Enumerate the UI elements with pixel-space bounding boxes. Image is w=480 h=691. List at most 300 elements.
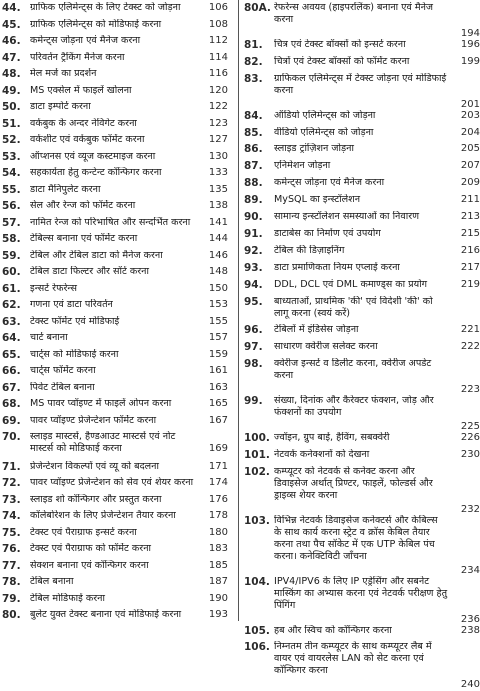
toc-entry (0, 85, 232, 97)
toc-entry (0, 382, 232, 394)
toc-entry (0, 35, 232, 47)
toc-entry (0, 68, 232, 80)
entry-number: 98. (244, 358, 263, 371)
entry-page-number: 193 (208, 609, 228, 620)
toc-left-column (0, 0, 232, 621)
entry-title-line: मास्किंग का अभ्यास करना एवं नेटवर्क परीक्षण हेतु (274, 587, 448, 599)
entry-title-line: डाटाबेस का निर्माण एवं उपयोग (274, 227, 381, 239)
entry-title: प्रेजेन्टेशन विकल्पों एवं व्यू को बदलना (30, 460, 159, 472)
toc-entry (0, 233, 232, 245)
entry-title: चार्ट्स को मोडिफाई करना (30, 348, 119, 360)
entry-title-line: करना (274, 84, 294, 96)
toc-entry (244, 39, 480, 51)
entry-title: MS पावर प्वॉइण्ट में फाइलें ओपन करना (30, 398, 172, 409)
entry-number: 78. (2, 576, 21, 588)
entry-title (274, 432, 458, 444)
entry-title-line: निम्नतम तीन कम्प्यूटर के साथ कम्प्यूटर लैब में (274, 641, 432, 653)
entry-page-number: 165 (208, 398, 228, 409)
entry-title (274, 39, 458, 51)
entry-number: 96. (244, 324, 263, 337)
entry-number: 57. (2, 216, 21, 229)
entry-number: 103. (244, 514, 270, 527)
entry-number: 76. (2, 543, 21, 555)
entry-number: 99. (244, 395, 263, 408)
entry-title-line: सामान्य इन्स्टॉलेशन समस्याओं का निवारण (274, 211, 420, 222)
entry-number: 106. (244, 641, 270, 654)
entry-number: 58. (2, 233, 21, 245)
entry-number: 66. (2, 365, 21, 377)
entry-title-line: कॉन्फिगर करना (274, 665, 328, 677)
entry-title (274, 262, 458, 274)
toc-entry (244, 56, 480, 68)
toc-entry (0, 101, 232, 113)
entry-title-line: टेबिल की डिज़ाइनिंग (274, 244, 345, 256)
entry-page-number: 180 (208, 526, 228, 538)
entry-number: 87. (244, 160, 263, 173)
entry-title-line: रेफरेन्स अवयव (हाइपरलिंक) बनाना एवं मैनेज (274, 2, 434, 13)
entry-title-line: नेटवर्क कनेक्शनों को देखना (274, 448, 370, 460)
entry-title-line: क्वेरीज इन्सर्ट व डिलीट करना, क्वेरीज अपडेट (274, 358, 432, 370)
entry-title (274, 576, 458, 612)
entry-page-number: 225 (460, 421, 480, 433)
toc-entry (0, 609, 232, 621)
entry-number: 72. (2, 477, 21, 489)
entry-page-number: 157 (208, 332, 228, 343)
entry-title (274, 194, 458, 206)
toc-entry (244, 245, 480, 257)
entry-number: 105. (244, 624, 270, 637)
entry-number: 74. (2, 510, 21, 522)
entry-page-number: 185 (208, 559, 228, 571)
toc-entry (0, 134, 232, 146)
entry-page-number: 199 (460, 55, 480, 67)
entry-number: 75. (2, 526, 21, 539)
entry-title-line: बाध्यताओं, प्राथमिक 'की' एवं विदेशी 'की' को (274, 295, 433, 307)
entry-page-number: 161 (208, 365, 228, 376)
entry-number: 45. (2, 18, 21, 31)
entry-page-number: 138 (208, 200, 228, 211)
entry-number: 90. (244, 211, 263, 223)
entry-number: 56. (2, 200, 21, 212)
entry-number: 49. (2, 84, 21, 97)
toc-entry (244, 127, 480, 139)
entry-title (274, 245, 458, 257)
entry-title-line: करना तथा पैच सॉकेट में एक UTP केबिल पंच (274, 538, 435, 550)
entry-number: 101. (244, 448, 270, 461)
entry-title: ऑप्शनस एवं व्यूज कस्टमाइज करना (30, 150, 156, 162)
entry-title: टेबिल और टेबिल डाटा को मैनेज करना (30, 249, 163, 261)
entry-number: 77. (2, 559, 21, 572)
entry-page-number: 123 (208, 117, 228, 129)
toc-entry (0, 510, 232, 522)
entry-page-number: 169 (208, 443, 228, 454)
toc-entry (244, 465, 480, 515)
entry-title-line: डाटा प्रमाणिकता नियम एप्लाई करना (274, 261, 400, 273)
entry-page-number: 153 (208, 299, 228, 310)
toc-entry (244, 575, 480, 625)
entry-title (274, 449, 458, 461)
entry-page-number: 174 (208, 477, 228, 488)
entry-page-number: 230 (460, 448, 480, 460)
entry-title-line: फंक्शनों का उपयोग (274, 407, 342, 419)
entry-number: 100. (244, 432, 270, 444)
entry-page-number: 155 (208, 315, 228, 327)
entry-title-line: एनिमेशन जोड़ना (274, 160, 331, 172)
entry-title (274, 228, 458, 240)
entry-page-number: 116 (208, 68, 228, 79)
entry-title (274, 625, 458, 637)
toc-entry (244, 262, 480, 274)
entry-page-number: 133 (208, 167, 228, 178)
entry-title-line: ग्राफिकल एलिमेन्ट्स में टेक्स्ट जोड़ना एवं मोडिफाई (274, 72, 447, 84)
entry-page-number: 201 (460, 98, 480, 110)
entry-page-number: 171 (208, 460, 228, 472)
toc-entry (0, 560, 232, 572)
toc-entry (0, 365, 232, 377)
toc-entry (244, 228, 480, 240)
entry-title: डाटा इम्पोर्ट करना (30, 101, 91, 112)
entry-number: 50. (2, 101, 21, 113)
entry-title-line: कम्प्यूटर को नेटवर्क से कनेक्ट करना और (274, 465, 415, 477)
entry-number: 63. (2, 315, 21, 328)
entry-page-number: 221 (460, 324, 480, 336)
entry-number: 48. (2, 68, 21, 80)
entry-title: डाटा मैनिपुलेट करना (30, 183, 101, 195)
entry-title (30, 431, 202, 455)
toc-entry (244, 395, 480, 433)
entry-number: 53. (2, 150, 21, 163)
entry-title (274, 127, 458, 139)
toc-entry (244, 211, 480, 223)
entry-title (274, 341, 458, 353)
entry-title-line: ज्वॉइन, ग्रुप बाई, हैविंग, सबक्वेरी (274, 432, 390, 443)
entry-number: 84. (244, 109, 263, 122)
entry-page-number: 183 (208, 543, 228, 554)
entry-title: वर्कशीट एवं वर्कबुक फॉर्मेट करना (30, 134, 145, 145)
toc-right-column (244, 0, 480, 691)
entry-number: 104. (244, 575, 270, 588)
entry-number: 68. (2, 398, 21, 410)
toc-entry (244, 194, 480, 206)
toc-entry (0, 167, 232, 179)
toc-entry (0, 151, 232, 163)
entry-number: 71. (2, 460, 21, 473)
toc-entry (244, 296, 480, 320)
entry-page-number: 207 (460, 160, 480, 172)
entry-page-number: 178 (208, 510, 228, 521)
entry-title: कॉलेबोरेशन के लिए प्रेजेन्टेशन तैयार करना (30, 510, 176, 521)
entry-number: 91. (244, 227, 263, 240)
toc-entry (0, 316, 232, 328)
entry-number: 89. (244, 194, 263, 207)
entry-title (274, 358, 458, 382)
toc-entry (244, 177, 480, 189)
entry-page-number: 236 (460, 613, 480, 625)
toc-entry (0, 527, 232, 539)
entry-page-number: 176 (208, 493, 228, 505)
entry-title-line: विभिन्न नेटवर्क डिवाइसेज कनेक्टर्स और केबिल्स (274, 514, 438, 526)
entry-number: 47. (2, 51, 21, 64)
entry-number: 93. (244, 261, 263, 274)
entry-title (274, 160, 458, 172)
entry-number: 102. (244, 465, 270, 478)
entry-number: 64. (2, 332, 21, 344)
entry-title: चार्ट बनाना (30, 332, 68, 343)
toc-entry (0, 543, 232, 555)
toc-entry (244, 432, 480, 444)
entry-number: 88. (244, 177, 263, 190)
entry-page-number: 203 (460, 109, 480, 121)
toc-entry (0, 266, 232, 278)
entry-title-line: हब और स्विच को कॉन्फिगर करना (274, 624, 392, 636)
entry-title-line: करना (274, 370, 294, 382)
entry-title-line: साधारण क्वेरीज सलेक्ट करना (274, 341, 378, 353)
entry-title-line: वायर एवं वायरलेस LAN को सेट करना एवं (274, 653, 424, 665)
entry-title (274, 110, 458, 122)
entry-page-number: 159 (208, 348, 228, 360)
entry-title-line: IPV4/IPV6 के लिए IP एड्रेसिंग और सबनेट (274, 575, 430, 587)
entry-title: स्लाइड शो कॉन्फिगर और प्रस्तुत करना (30, 493, 162, 505)
toc-entry (0, 431, 232, 455)
entry-page-number: 196 (460, 38, 480, 50)
entry-title-line: टेबिलों में इंडिसेस जोड़ना (274, 324, 359, 336)
entry-title (274, 324, 458, 336)
toc-entry (244, 143, 480, 155)
entry-page-number: 219 (460, 278, 480, 290)
entry-title: टेक्स्ट एवं पैराग्राफ इन्सर्ट करना (30, 526, 137, 538)
toc-entry (0, 217, 232, 229)
entry-number: 86. (244, 143, 263, 156)
toc-entry (244, 358, 480, 396)
entry-title: गणना एवं डाटा परिवर्तन (30, 299, 113, 310)
entry-title: ग्राफिक एलिमेन्ट्स के लिए टेक्स्ट को जोड़ना (30, 2, 181, 13)
entry-title-line: करना (274, 14, 294, 25)
entry-page-number: 190 (208, 592, 228, 604)
entry-page-number: 194 (460, 28, 480, 39)
entry-title-line: चित्र एवं टेक्स्ट बॉक्सों को इन्सर्ट करना (274, 38, 406, 50)
entry-number: 95. (244, 295, 263, 308)
toc-entry (0, 250, 232, 262)
entry-page-number: 204 (460, 126, 480, 138)
entry-number: 55. (2, 183, 21, 196)
entry-title (274, 177, 458, 189)
entry-number: 83. (244, 72, 263, 85)
toc-entry (244, 449, 480, 461)
entry-title (274, 641, 458, 677)
entry-page-number: 211 (460, 194, 480, 206)
entry-page-number: 217 (460, 261, 480, 273)
entry-title (274, 143, 458, 155)
entry-page-number: 150 (208, 282, 228, 294)
entry-page-number: 232 (460, 503, 480, 515)
entry-page-number: 148 (208, 266, 228, 277)
entry-number: 59. (2, 249, 21, 262)
entry-page-number: 215 (460, 227, 480, 239)
entry-page-number: 205 (460, 143, 480, 155)
entry-title: टेक्स्ट एवं पैराग्राफ को फॉर्मेट करना (30, 543, 152, 554)
entry-page-number: 141 (208, 216, 228, 228)
entry-number: 51. (2, 117, 21, 130)
entry-title: सेक्शन बनाना एवं कॉन्फिगर करना (30, 559, 149, 571)
entry-title-line: चित्रों एवं टेक्स्ट बॉक्सों को फॉर्मेट करना (274, 55, 410, 67)
toc-entry (0, 593, 232, 605)
entry-title (274, 2, 458, 26)
entry-number: 79. (2, 592, 21, 605)
toc-entry (244, 324, 480, 336)
entry-title: टेबिल बनाना (30, 576, 74, 587)
entry-number: 97. (244, 341, 263, 354)
entry-page-number: 146 (208, 249, 228, 261)
entry-page-number: 144 (208, 233, 228, 244)
entry-title-line: मास्टर्स को मोडिफाई करना (30, 443, 122, 454)
entry-page-number: 106 (208, 2, 228, 13)
entry-number: 81. (244, 38, 263, 51)
entry-number: 94. (244, 278, 263, 291)
entry-title-line: DDL, DCL एवं DML कमाण्ड्स का प्रयोग (274, 278, 428, 290)
entry-page-number: 238 (460, 624, 480, 636)
toc-entry (0, 349, 232, 361)
entry-title-line: MySQL का इन्स्टॉलेशन (274, 194, 361, 206)
entry-title-line: पिंगिंग (274, 599, 296, 611)
entry-title: सेल और रेन्ज को फॉर्मेट करना (30, 200, 136, 211)
entry-title (274, 395, 458, 419)
entry-page-number: 226 (460, 432, 480, 443)
entry-title: वर्कबुक के अन्दर नेविगेट करना (30, 117, 137, 129)
toc-entry (0, 19, 232, 31)
entry-number: 61. (2, 282, 21, 295)
entry-title: कमेन्ट्स जोड़ना एवं मैनेज करना (30, 35, 141, 46)
entry-page-number: 163 (208, 381, 228, 393)
entry-number: 73. (2, 493, 21, 506)
entry-page-number: 127 (208, 134, 228, 145)
toc-entry (244, 514, 480, 576)
toc-entry (244, 72, 480, 110)
entry-page-number: 222 (460, 341, 480, 353)
entry-page-number: 122 (208, 101, 228, 112)
entry-number: 69. (2, 414, 21, 427)
entry-title: टेबिल मोडिफाई करना (30, 592, 105, 604)
toc-entry (0, 200, 232, 212)
entry-page-number: 234 (460, 564, 480, 576)
entry-title (274, 296, 458, 320)
entry-number: 60. (2, 266, 21, 278)
toc-entry (0, 477, 232, 489)
entry-title-line: डिवाइसेज अर्थात् प्रिण्टर, फाइलें, फोल्डर्स और (274, 477, 433, 489)
entry-title: टेबिल डाटा फिल्टर और सॉर्ट करना (30, 266, 149, 277)
entry-page-number: 209 (460, 177, 480, 189)
entry-title (274, 515, 458, 563)
entry-title (274, 466, 458, 502)
entry-title: पावर प्वॉइण्ट प्रेजेन्टेशन फॉर्मेट करना (30, 414, 157, 426)
toc-entry (244, 110, 480, 122)
entry-page-number: 112 (208, 35, 228, 46)
entry-title: MS एक्सेल में फाइलें खोलना (30, 84, 132, 96)
entry-title-line: ड्राइव्स शेयर करना (274, 489, 338, 501)
toc-entry (244, 641, 480, 691)
entry-title (274, 279, 458, 291)
entry-title: पावर प्वॉइण्ट प्रेजेन्टेशन को सेव एवं शेयर करना (30, 477, 194, 488)
entry-title-line: वीडियो एलिमेन्ट्स को जोड़ना (274, 126, 374, 138)
entry-page-number: 130 (208, 150, 228, 162)
entry-number: 82. (244, 55, 263, 68)
entry-title: परिवर्तन ट्रैकिंग मैनेज करना (30, 51, 125, 63)
entry-title: बुलेट युक्त टेक्स्ट बनाना एवं मोडिफाई करना (30, 609, 182, 620)
entry-title (274, 73, 458, 97)
entry-title-line: के साथ कार्य करना स्ट्रेट व क्रॉस केबिल तैयार (274, 526, 430, 538)
entry-page-number: 114 (208, 51, 228, 63)
entry-title-line: लागू करना (स्वयं करें) (274, 307, 351, 319)
entry-number: 54. (2, 167, 21, 179)
toc-entry (0, 576, 232, 588)
entry-page-number: 120 (208, 84, 228, 96)
toc-entry (0, 332, 232, 344)
toc-entry (244, 625, 480, 637)
entry-page-number: 240 (460, 679, 480, 691)
entry-title: चार्ट्स फॉर्मेट करना (30, 365, 96, 376)
entry-title-line: करना। कनेक्टिविटी जाँचना (274, 550, 367, 562)
entry-number: 52. (2, 134, 21, 146)
entry-title: इन्सर्ट रेफरेन्स (30, 282, 77, 294)
toc-entry (244, 160, 480, 172)
entry-page-number: 108 (208, 18, 228, 30)
entry-number: 80A. (244, 2, 271, 14)
toc-entry (0, 184, 232, 196)
entry-number: 80. (2, 609, 21, 621)
entry-title: पिवेट टेबिल बनाना (30, 381, 95, 393)
entry-number: 44. (2, 2, 21, 14)
toc-entry (0, 283, 232, 295)
entry-number: 70. (2, 431, 21, 443)
entry-title (274, 56, 458, 68)
entry-title-line: स्लाइड मास्टर्स, हैण्डआउट मास्टर्स एवं नोट (30, 431, 176, 442)
entry-page-number: 216 (460, 244, 480, 256)
entry-title (274, 211, 458, 223)
entry-number: 65. (2, 348, 21, 361)
column-divider (238, 0, 239, 621)
entry-page-number: 223 (460, 384, 480, 396)
entry-title-line: स्लाइड ट्रांज़िशन जोड़ना (274, 143, 354, 155)
toc-entry (0, 52, 232, 64)
toc-entry (0, 398, 232, 410)
entry-page-number: 167 (208, 414, 228, 426)
entry-title: नामित रेन्ज को परिभाषित और सन्दर्भित करना (30, 216, 191, 228)
toc-entry (244, 341, 480, 353)
toc-entry (0, 461, 232, 473)
entry-title: मेल मर्ज का प्रदर्शन (30, 68, 97, 79)
entry-title: टेबिल्स बनाना एवं फॉर्मेट करना (30, 233, 138, 244)
entry-number: 67. (2, 381, 21, 394)
toc-entry (0, 415, 232, 427)
entry-title-line: संख्या, दिनांक और कैरेक्टर फंक्शन, जोड़ और (274, 395, 434, 407)
toc-entry (244, 2, 480, 39)
toc-entry (0, 118, 232, 130)
toc-entry (0, 2, 232, 14)
entry-title: ग्राफिक एलिमेन्ट्स को मोडिफाई करना (30, 18, 162, 30)
entry-page-number: 187 (208, 576, 228, 587)
entry-title: टेक्स्ट फॉर्मेट एवं मोडिफाई (30, 315, 120, 327)
entry-title-line: कमेन्ट्स जोड़ना एवं मैनेज करना (274, 177, 385, 189)
entry-number: 46. (2, 35, 21, 47)
entry-number: 62. (2, 299, 21, 311)
entry-page-number: 213 (460, 211, 480, 222)
entry-number: 92. (244, 244, 263, 257)
toc-entry (244, 279, 480, 291)
entry-title-line: ऑडियो एलिमेन्ट्स को जोड़ना (274, 109, 376, 121)
entry-page-number: 135 (208, 183, 228, 195)
entry-number: 85. (244, 126, 263, 139)
toc-entry (0, 494, 232, 506)
entry-title: सहकार्यता हेतु कन्टेन्ट कॉन्फिगर करना (30, 167, 162, 178)
